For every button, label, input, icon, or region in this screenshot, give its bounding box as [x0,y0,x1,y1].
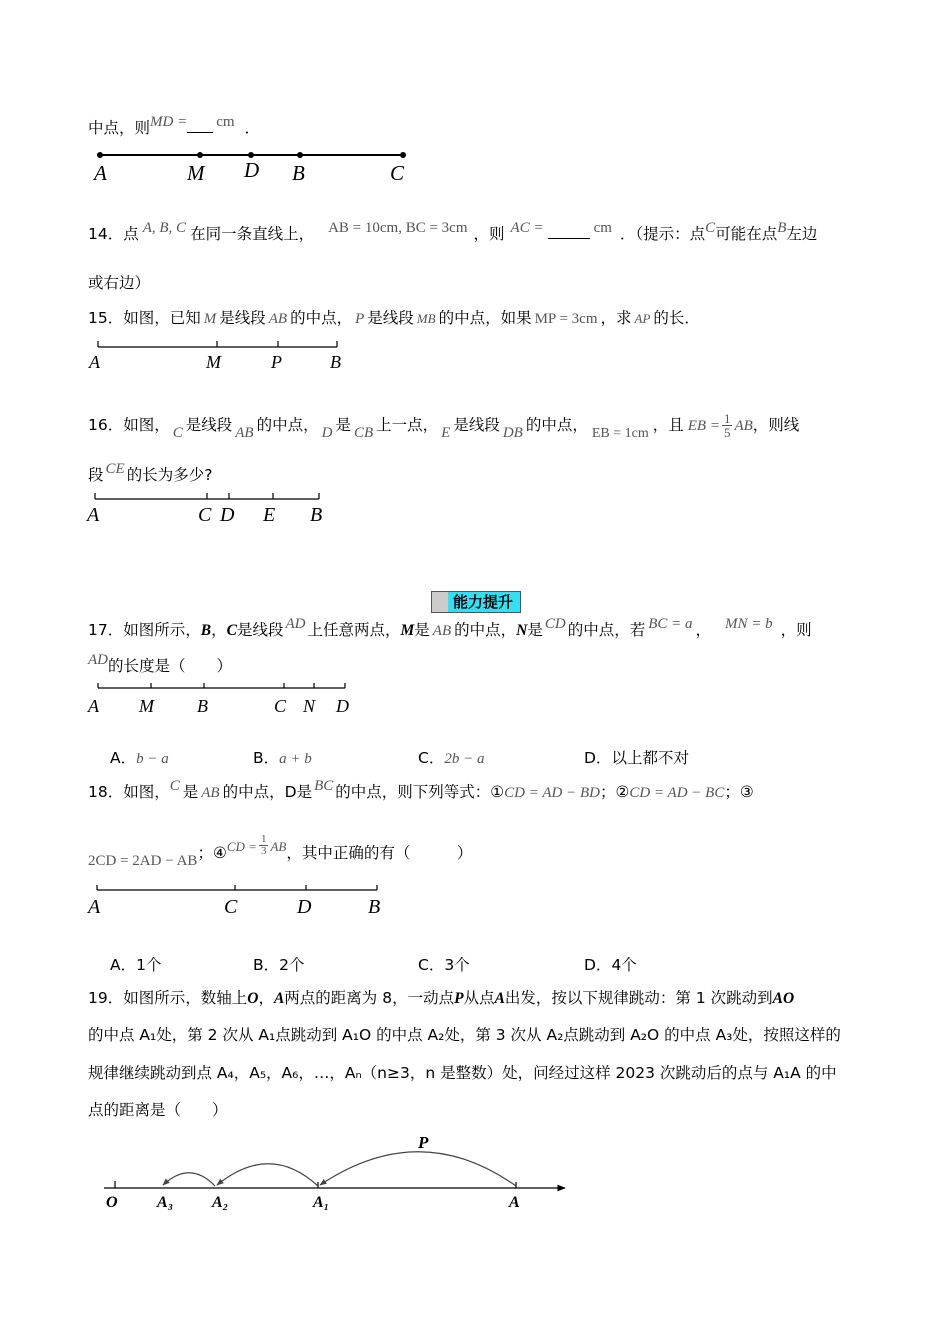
q18-line1: 18．如图，C 是 AB 的中点，D是 BC 的中点，则下列等式：①CD = AD − BD；②CD = AD − BC；③ [88,778,754,801]
q18-label-d: D [297,896,312,918]
q13-figure [92,152,406,185]
q17-figure [87,683,349,716]
q16-label-b: B [310,504,323,526]
q18-option-c[interactable]: C．3个 [418,956,470,974]
q17-label-d: D [336,696,349,716]
q19-line3: 规律继续跳动到点 A₄，A₅，A₆，…，Aₙ（n≥3，n 是整数）处，问经过这样 2023 次跳动后的点与 A₁A 的中 [88,1064,837,1082]
q19-line2: 的中点 A₁处，第 2 次从 A₁点跳动到 A₁O 的中点 A₂处，第 3 次从 A₂点跳动到 A₂O 的中点 A₃处，按照这样的 [88,1026,841,1044]
q19-label-a3: A₃ [157,1194,174,1211]
q18-option-b[interactable]: B．2个 [253,956,305,974]
q17-label-a: A [88,696,99,716]
q19-label-o: O [106,1194,118,1211]
q18-fraction: $\frac{1}{3}$ [260,833,267,857]
q16-label-d: D [220,504,235,526]
q17-label-b: B [197,696,208,716]
q16-line2: 段 CE 的长为多少? [88,461,213,484]
q18-label-b: B [368,896,381,918]
q19-line1: 19．如图所示，数轴上O，A两点的距离为 8，一动点P从点A出发，按以下规律跳动：第 1 次跳动到AO [88,989,795,1007]
q13-label-a: A [94,161,107,185]
q18-label-c: C [224,896,238,918]
q14-line2: 或右边） [88,274,151,292]
q17-label-n: N [303,696,316,716]
q16-label-e: E [263,504,276,526]
q19-label-a1: A₁ [313,1194,330,1211]
q15-text: 15．如图，已知 M 是线段 AB 的中点， P 是线段 MB 的中点，如果 MP = 3cm ，求 AP 的长． [88,309,700,327]
q16-label-a: A [87,504,100,526]
q13-label-m: M [187,161,205,185]
q15-label-m: M [206,352,221,372]
q17-option-b[interactable]: B．a + b [253,749,312,767]
q19-line4: 点的距离是（ ） [88,1101,228,1119]
q17-label-c: C [274,696,287,716]
q17-line2: AD的长度是（ ） [88,652,233,675]
q18-option-d[interactable]: D．4个 [584,956,637,974]
q16-label-c: C [198,504,212,526]
q13-text: 中点，则MD = cm ． [88,114,261,137]
q18-label-a: A [88,896,101,918]
q15-label-p: P [271,352,282,372]
q16-figure [85,493,322,526]
q17-option-d[interactable]: D．以上都不对 [584,749,689,767]
q17-line1: 17．如图所示，B，C是线段 AD 上任意两点，M是 AB 的中点，N是 CD 的中点，若 BC = a ， MN = b ，则 [88,616,812,639]
q18-option-a[interactable]: A．1个 [110,956,162,974]
q17-label-m: M [139,696,154,716]
q13-label-d: D [244,158,260,182]
q17-option-c[interactable]: C．2b − a [418,749,485,767]
q17-option-a[interactable]: A．b − a [110,749,169,767]
q16-fraction: $\frac{1}{5}$ [723,411,731,440]
q19-label-a: A [509,1194,520,1211]
section-title: 能力提升 [431,591,521,613]
q19-label-a2: A₂ [212,1194,229,1211]
q19-figure [104,1133,565,1211]
q15-label-b: B [330,352,341,372]
q18-figure [86,885,380,918]
q16-line1: 16．如图， C 是线段 AB 的中点， D 是 CB 上一点， E 是线段 DB 的中点， EB = 1cm ，且 EB = $\frac{1}{5}$ AB，则线 [88,411,800,441]
q19-label-p: P [418,1133,429,1152]
q15-figure [88,341,341,372]
q13-label-c: C [390,161,405,185]
q13-label-b: B [292,161,305,185]
q14-line1: 14．点 A, B, C 在同一条直线上， AB = 10cm, BC = 3cm ，则 AC = cm ．（提示：点C可能在点B左边 [88,220,818,243]
q15-label-a: A [89,352,100,372]
q18-line2: 2CD = 2AD − AB；④$^{CD =}$ $\frac{1}{3}$ $^{AB}$，其中正确的有（ ） [88,833,473,869]
